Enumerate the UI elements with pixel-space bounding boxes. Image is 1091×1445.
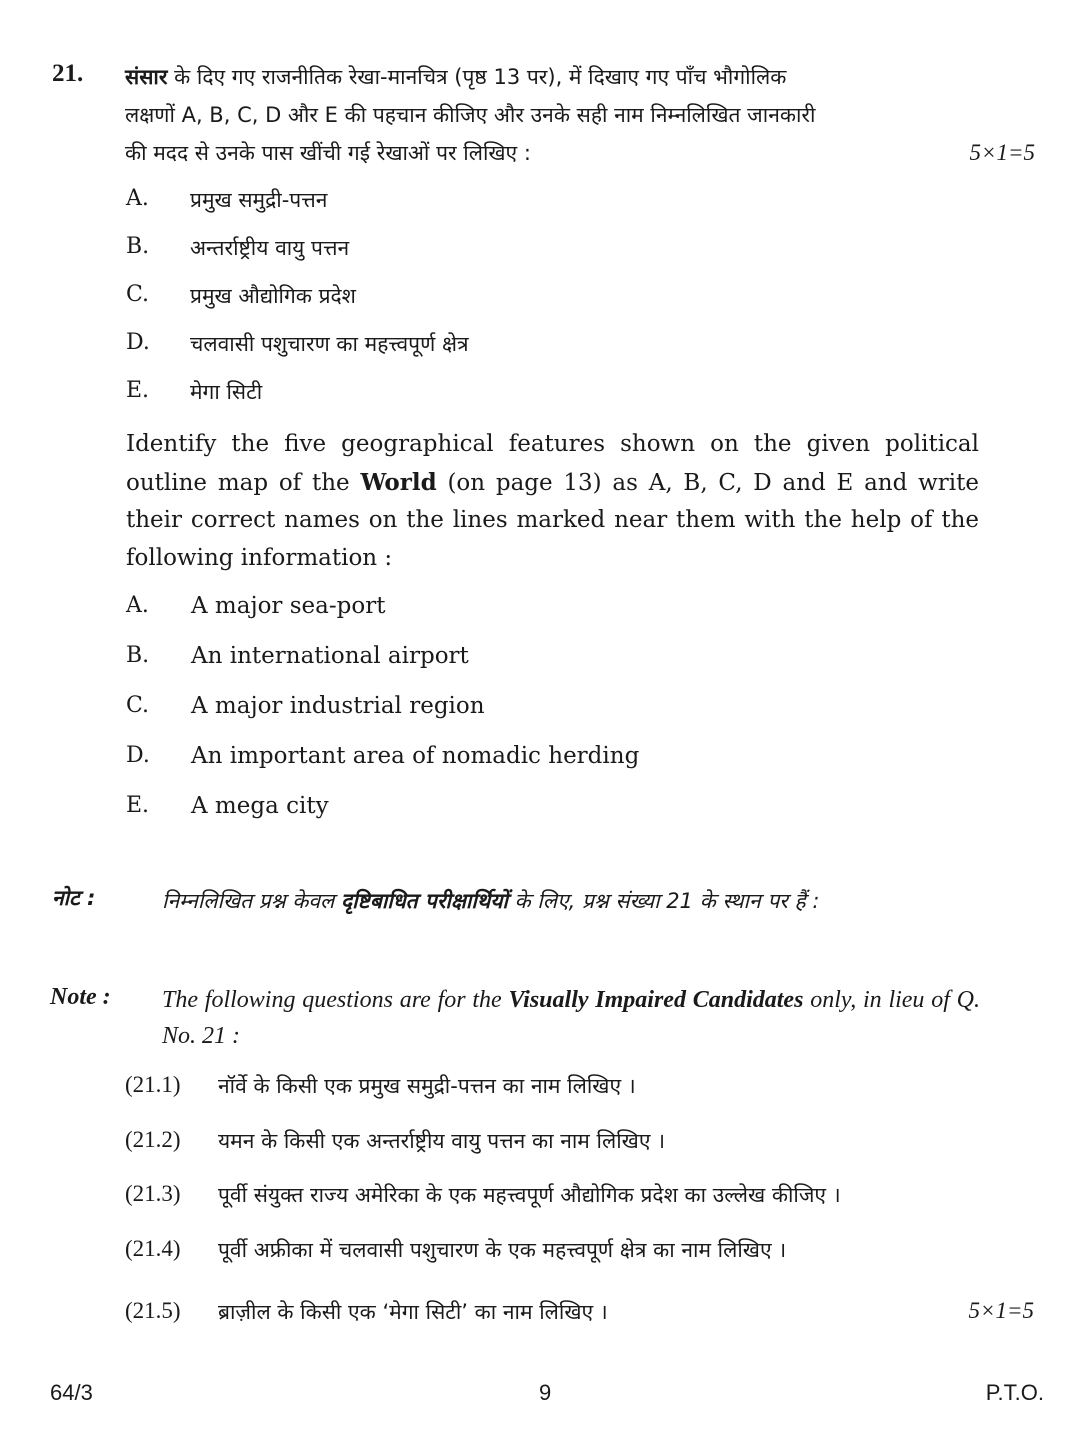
note-english-text — [162, 982, 980, 1054]
english-item-text: An important area of nomadic herding — [191, 743, 640, 769]
hindi-item-letter: E. — [126, 378, 150, 403]
hindi-item-text: चलवासी पशुचारण का महत्त्वपूर्ण क्षेत्र — [190, 332, 469, 356]
please-turn-over: P.T.O. — [985, 1380, 1044, 1405]
sub-question-text: यमन के किसी एक अन्तर्राष्ट्रीय वायु पत्तन का नाम लिखिए । — [218, 1129, 666, 1153]
hindi-item-letter: D. — [126, 330, 150, 355]
note-english-bold: Visually Impaired Candidates — [508, 987, 804, 1013]
english-intro-text-2: (on page 13) as A, B, C, D and E and write their correct names on the lines marked near them with the help of the following information : — [126, 469, 980, 571]
note-english-text-1: The following questions are for the — [162, 987, 509, 1013]
sub-question-text: पूर्वी अफ्रीका में चलवासी पशुचारण के एक महत्त्वपूर्ण क्षेत्र का नाम लिखिए । — [218, 1238, 787, 1262]
english-item-letter: C. — [126, 693, 150, 718]
english-item-letter: B. — [126, 643, 150, 668]
page-number: 9 — [539, 1380, 552, 1405]
english-intro-text-1: Identify the five geographical features shown on the given political outline map of the — [126, 431, 979, 496]
sub-questions-marks: 5×1=5 — [968, 1298, 1034, 1323]
english-item-text: A mega city — [191, 793, 329, 819]
hindi-item-text: मेगा सिटी — [190, 380, 263, 404]
note-hindi-bold: दृष्टिबाधित परीक्षार्थियों — [340, 889, 508, 913]
sub-question-number: (21.3) — [125, 1181, 181, 1206]
paper-code: 64/3 — [50, 1380, 93, 1405]
hindi-intro-line-3-row — [125, 134, 1035, 172]
question-english-intro — [126, 426, 979, 577]
english-bold-world: World — [360, 468, 437, 496]
hindi-item-text: प्रमुख औद्योगिक प्रदेश — [190, 284, 356, 308]
hindi-intro-line-3: की मदद से उनके पास खींची गई रेखाओं पर लिखिए : — [125, 141, 531, 165]
hindi-item-letter: A. — [126, 186, 149, 211]
english-item-text: A major industrial region — [191, 693, 485, 719]
note-english-label: Note : — [50, 984, 111, 1010]
hindi-item-letter: B. — [126, 234, 150, 259]
english-item-letter: D. — [126, 743, 150, 768]
sub-question-text: पूर्वी संयुक्त राज्य अमेरिका के एक महत्त्वपूर्ण औद्योगिक प्रदेश का उल्लेख कीजिए । — [218, 1183, 841, 1207]
sub-question-text: ब्राज़ील के किसी एक ‘मेगा सिटी’ का नाम लिखिए । — [218, 1300, 608, 1324]
hindi-intro-line-1 — [125, 58, 1035, 96]
note-english-text-2: only, in lieu of Q. No. 21 : — [162, 987, 981, 1049]
note-hindi-text-2: के लिए, प्रश्न संख्या 21 के स्थान पर हैं : — [507, 889, 820, 913]
sub-question-number: (21.5) — [125, 1298, 181, 1323]
hindi-item-letter: C. — [126, 282, 150, 307]
english-item-letter: A. — [126, 593, 149, 618]
note-hindi-label: नोट : — [52, 886, 96, 910]
english-item-text: A major sea-port — [191, 593, 386, 619]
sub-question-number: (21.2) — [125, 1127, 181, 1152]
sub-question-number: (21.4) — [125, 1236, 181, 1261]
question-marks: 5×1=5 — [969, 140, 1035, 165]
question-hindi-intro — [125, 58, 1035, 172]
hindi-intro-line-2: लक्षणों A, B, C, D और E की पहचान कीजिए और उनके सही नाम निम्नलिखित जानकारी — [125, 103, 816, 127]
hindi-intro-line1-text: के दिए गए राजनीतिक रेखा-मानचित्र (पृष्ठ 13 पर), में दिखाए गए पाँच भौगोलिक — [174, 65, 787, 89]
english-item-letter: E. — [126, 793, 150, 818]
hindi-bold-world: संसार — [125, 65, 168, 89]
english-item-text: An international airport — [191, 643, 469, 669]
sub-question-number: (21.1) — [125, 1072, 181, 1097]
sub-question-text: नॉर्वे के किसी एक प्रमुख समुद्री-पत्तन का नाम लिखिए । — [218, 1074, 636, 1098]
note-hindi-text-1: निम्नलिखित प्रश्न केवल — [162, 889, 341, 913]
hindi-item-text: प्रमुख समुद्री-पत्तन — [190, 188, 328, 212]
hindi-item-text: अन्तर्राष्ट्रीय वायु पत्तन — [190, 236, 350, 260]
note-hindi-text — [162, 882, 982, 920]
question-number: 21. — [52, 60, 84, 87]
